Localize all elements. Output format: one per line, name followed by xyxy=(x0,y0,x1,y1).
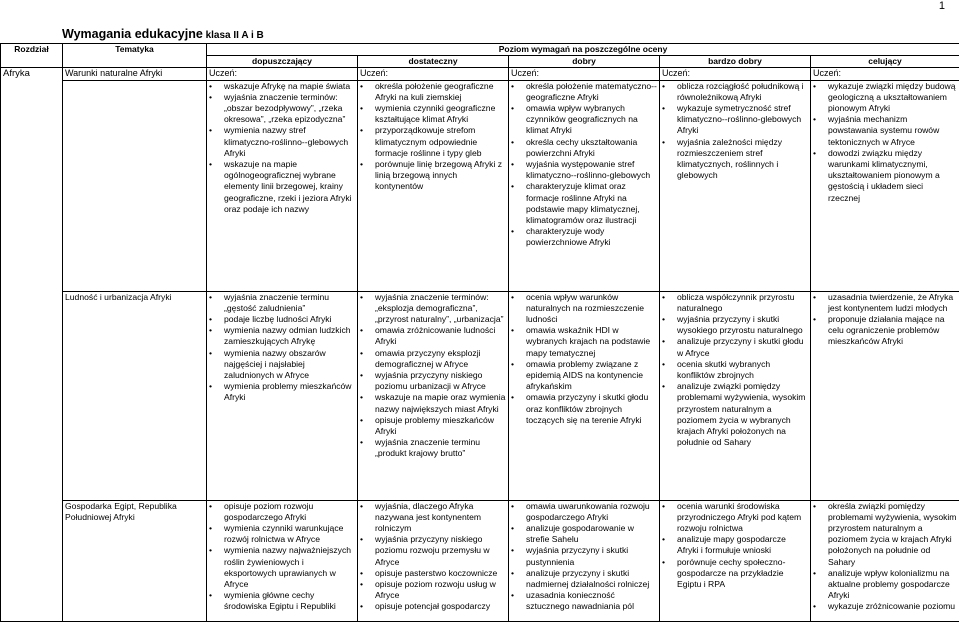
requirement-item: • wyjaśnia przyczyny i skutki wysokiego przyrostu naturalnego xyxy=(662,314,808,336)
requirement-item: • omawia zróżnicowanie ludności Afryki xyxy=(360,325,506,347)
header-level: bardzo dobry xyxy=(660,56,811,68)
requirement-list xyxy=(209,292,355,404)
level-cell xyxy=(509,80,660,291)
requirement-item: • omawia wpływ wybranych czynników geograficznych na klimat Afryki xyxy=(511,103,657,137)
level-cell xyxy=(207,291,358,500)
requirement-item: • wymienia nazwy obszarów najgęściej i najsłabiej zaludnionych w Afryce xyxy=(209,348,355,382)
level-cell xyxy=(358,80,509,291)
requirement-item: • określa cechy ukształtowania powierzchni Afryki xyxy=(511,137,657,159)
requirement-list xyxy=(662,292,808,449)
requirement-item: • proponuje działania mające na celu ograniczenie problemów mieszkańców Afryki xyxy=(813,314,957,348)
requirement-item: • omawia przyczyny eksplozji demograficznej w Afryce xyxy=(360,348,506,370)
title-class: klasa II A i B xyxy=(203,30,264,41)
requirement-item: • dowodzi związku między warunkami klimatycznymi, ukształtowaniem pionowym a gęstością i układem sieci rzecznej xyxy=(813,148,957,204)
requirement-item: • wymienia czynniki geograficzne kształtujące klimat Afryki xyxy=(360,103,506,125)
header-tematyka: Tematyka xyxy=(63,44,207,68)
requirement-item: • opisuje pasterstwo koczownicze xyxy=(360,568,506,579)
requirement-item: • określa związki pomiędzy problemami wyżywienia, wysokim przyrostem naturalnym a poziomem życia w krajach Afryki położonych na południe od Sahary xyxy=(813,501,957,568)
requirement-item: • wyjaśnia przyczyny i skutki pustynnienia xyxy=(511,545,657,567)
header-poziom: Poziom wymagań na poszczególne oceny xyxy=(207,44,959,56)
requirement-item: • analizuje przyczyny i skutki głodu w Afryce xyxy=(662,336,808,358)
requirement-item: • wyjaśnia zależności między rozmieszczeniem stref klimatycznych, roślinnych i glebowych xyxy=(662,137,808,182)
requirement-item: • ocenia skutki wybranych konfliktów zbrojnych xyxy=(662,359,808,381)
level-cell xyxy=(811,80,959,291)
requirement-item: • wyjaśnia, dlaczego Afryka nazywana jest kontynentem rolniczym xyxy=(360,501,506,535)
level-cell xyxy=(660,80,811,291)
requirement-list xyxy=(511,81,657,249)
table-row xyxy=(1,500,959,621)
header-level: dostateczny xyxy=(358,56,509,68)
requirement-item: • wymienia główne cechy środowiska Egiptu i Republiki xyxy=(209,590,355,612)
requirement-item: • wskazuje Afrykę na mapie świata xyxy=(209,81,355,92)
level-cell xyxy=(660,68,811,80)
uczen-label: Uczeń: xyxy=(662,68,808,79)
uczen-label: Uczeń: xyxy=(813,68,957,79)
topic-cell: Warunki naturalne Afryki xyxy=(63,68,207,80)
requirement-item: • określa położenie geograficzne Afryki na kuli ziemskiej xyxy=(360,81,506,103)
topic-cell: Gospodarka Egipt, Republika Południowej Afryki xyxy=(63,500,207,621)
level-cell xyxy=(811,68,959,80)
level-cell xyxy=(509,68,660,80)
requirement-item: • ocenia wpływ warunków naturalnych na rozmieszczenie ludności xyxy=(511,292,657,326)
level-cell xyxy=(207,80,358,291)
requirement-item: • wyjaśnia znaczenie terminów: „obszar bezodpływowy”, „rzeka okresowa”, „rzeka epizodyczna” xyxy=(209,92,355,126)
requirement-item: • wyjaśnia znaczenie terminu „produkt krajowy brutto” xyxy=(360,437,506,459)
requirement-item: • omawia wskaźnik HDI w wybranych krajach na podstawie mapy tematycznej xyxy=(511,325,657,359)
requirement-list xyxy=(209,81,355,215)
requirement-item: • opisuje problemy mieszkańców Afryki xyxy=(360,415,506,437)
uczen-label: Uczeń: xyxy=(511,68,657,79)
requirement-item: • wymienia problemy mieszkańców Afryki xyxy=(209,381,355,403)
requirement-item: • przyporządkowuje strefom klimatycznym odpowiednie formacje roślinne i typy gleb xyxy=(360,125,506,159)
requirement-item: • wymienia czynniki warunkujące rozwój rolnictwa w Afryce xyxy=(209,523,355,545)
level-cell xyxy=(811,291,959,500)
requirement-item: • uzasadnia twierdzenie, że Afryka jest kontynentem ludzi młodych xyxy=(813,292,957,314)
uczen-label: Uczeń: xyxy=(360,68,506,79)
requirement-list xyxy=(813,501,957,613)
requirement-list xyxy=(360,292,506,460)
requirement-list xyxy=(511,501,657,613)
requirement-item: • wyjaśnia mechanizm powstawania systemu rowów tektonicznych w Afryce xyxy=(813,114,957,148)
requirement-item: • określa położenie matematyczno--geograficzne Afryki xyxy=(511,81,657,103)
requirement-item: • wyjaśnia przyczyny niskiego poziomu urbanizacji w Afryce xyxy=(360,370,506,392)
requirement-item: • wyjaśnia znaczenie terminu „gęstość zaludnienia” xyxy=(209,292,355,314)
header-level: dopuszczający xyxy=(207,56,358,68)
requirement-list xyxy=(662,81,808,182)
requirement-list xyxy=(511,292,657,426)
requirements-table xyxy=(0,43,959,622)
level-cell xyxy=(207,500,358,621)
requirement-item: • omawia przyczyny i skutki głodu oraz konfliktów zbrojnych toczących się na terenie Afryki xyxy=(511,392,657,426)
requirement-item: • podaje liczbę ludności Afryki xyxy=(209,314,355,325)
requirement-item: • charakteryzuje klimat oraz formacje roślinne Afryki na podstawie mapy klimatycznej, klimatogramów oraz ilustracji xyxy=(511,181,657,226)
page-number: 1 xyxy=(939,0,945,12)
requirement-item: • wymienia nazwy odmian ludzkich zamieszkujących Afrykę xyxy=(209,325,355,347)
requirement-item: • wykazuje związki między budową geologiczną a ukształtowaniem pionowym Afryki xyxy=(813,81,957,115)
requirement-item: • ocenia warunki środowiska przyrodniczego Afryki pod kątem rozwoju rolnictwa xyxy=(662,501,808,535)
requirement-item: • omawia problemy związane z epidemią AIDS na kontynencie afrykańskim xyxy=(511,359,657,393)
uczen-label: Uczeń: xyxy=(209,68,355,79)
table-row xyxy=(1,68,959,80)
requirement-item: • analizuje gospodarowanie w strefie Sahelu xyxy=(511,523,657,545)
requirement-item: • porównuje cechy społeczno-gospodarcze na przykładzie Egiptu i RPA xyxy=(662,557,808,591)
requirement-item: • wskazuje na mapie oraz wymienia nazwy największych miast Afryki xyxy=(360,392,506,414)
requirement-item: • wyjaśnia przyczyny niskiego poziomu rozwoju przemysłu w Afryce xyxy=(360,534,506,568)
table-row xyxy=(1,80,959,291)
requirement-list xyxy=(360,81,506,193)
level-cell xyxy=(811,500,959,621)
level-cell xyxy=(660,500,811,621)
topic-cell xyxy=(63,80,207,291)
requirement-item: • wykazuje zróżnicowanie poziomu xyxy=(813,601,957,612)
level-cell xyxy=(358,68,509,80)
level-cell xyxy=(509,500,660,621)
requirement-item: • wyjaśnia znaczenie terminów: „eksplozja demograficzna”, „przyrost naturalny”, „urbanizacja” xyxy=(360,292,506,326)
requirement-item: • analizuje wpływ kolonializmu na aktualne problemy gospodarcze Afryki xyxy=(813,568,957,602)
requirement-list xyxy=(209,501,355,613)
requirement-item: • porównuje linię brzegową Afryki z linią brzegową innych kontynentów xyxy=(360,159,506,193)
requirement-item: • wyjaśnia występowanie stref klimatyczno--roślinno-glebowych xyxy=(511,159,657,181)
header-level: celujący xyxy=(811,56,959,68)
title-main: Wymagania edukacyjne xyxy=(62,27,203,41)
requirement-item: • charakteryzuje wody powierzchniowe Afryki xyxy=(511,226,657,248)
requirement-list xyxy=(813,81,957,204)
requirement-item: • opisuje poziom rozwoju usług w Afryce xyxy=(360,579,506,601)
level-cell xyxy=(207,68,358,80)
requirement-item: • wymienia nazwy najważniejszych roślin żywieniowych i eksportowych uprawianych w Afryce xyxy=(209,545,355,590)
table-row xyxy=(1,291,959,500)
header-level: dobry xyxy=(509,56,660,68)
requirement-item: • wskazuje na mapie ogólnogeograficznej wybrane elementy linii brzegowej, krainy geograficzne, rzeki i jeziora Afryki oraz podaje ich nazwy xyxy=(209,159,355,215)
requirement-item: • wykazuje symetryczność stref klimatyczno--roślinno-glebowych Afryki xyxy=(662,103,808,137)
requirement-list xyxy=(813,292,957,348)
topic-cell: Ludność i urbanizacja Afryki xyxy=(63,291,207,500)
level-cell xyxy=(358,291,509,500)
requirement-item: • wymienia nazwy stref klimatyczno-roślinno--glebowych Afryki xyxy=(209,125,355,159)
level-cell xyxy=(509,291,660,500)
level-cell xyxy=(660,291,811,500)
requirement-list xyxy=(662,501,808,591)
region-name: Afryka xyxy=(1,68,63,621)
requirement-item: • oblicza współczynnik przyrostu naturalnego xyxy=(662,292,808,314)
requirement-item: • opisuje poziom rozwoju gospodarczego Afryki xyxy=(209,501,355,523)
requirement-item: • analizuje przyczyny i skutki nadmiernej działalności rolniczej xyxy=(511,568,657,590)
requirement-item: • opisuje potencjał gospodarczy xyxy=(360,601,506,612)
requirement-item: • analizuje związki pomiędzy problemami wyżywienia, wysokim przyrostem naturalnym a poziomem życia w wybranych krajach Afryki położonych na południe od Sahary xyxy=(662,381,808,448)
requirement-item: • analizuje mapy gospodarcze Afryki i formułuje wnioski xyxy=(662,534,808,556)
requirement-item: • oblicza rozciągłość południkową i równoleżnikową Afryki xyxy=(662,81,808,103)
requirement-list xyxy=(360,501,506,613)
header-rozdzial: Rozdział xyxy=(1,44,63,68)
requirement-item: • omawia uwarunkowania rozwoju gospodarczego Afryki xyxy=(511,501,657,523)
requirement-item: • uzasadnia konieczność sztucznego nawadniania pól xyxy=(511,590,657,612)
page-title xyxy=(62,27,264,41)
level-cell xyxy=(358,500,509,621)
